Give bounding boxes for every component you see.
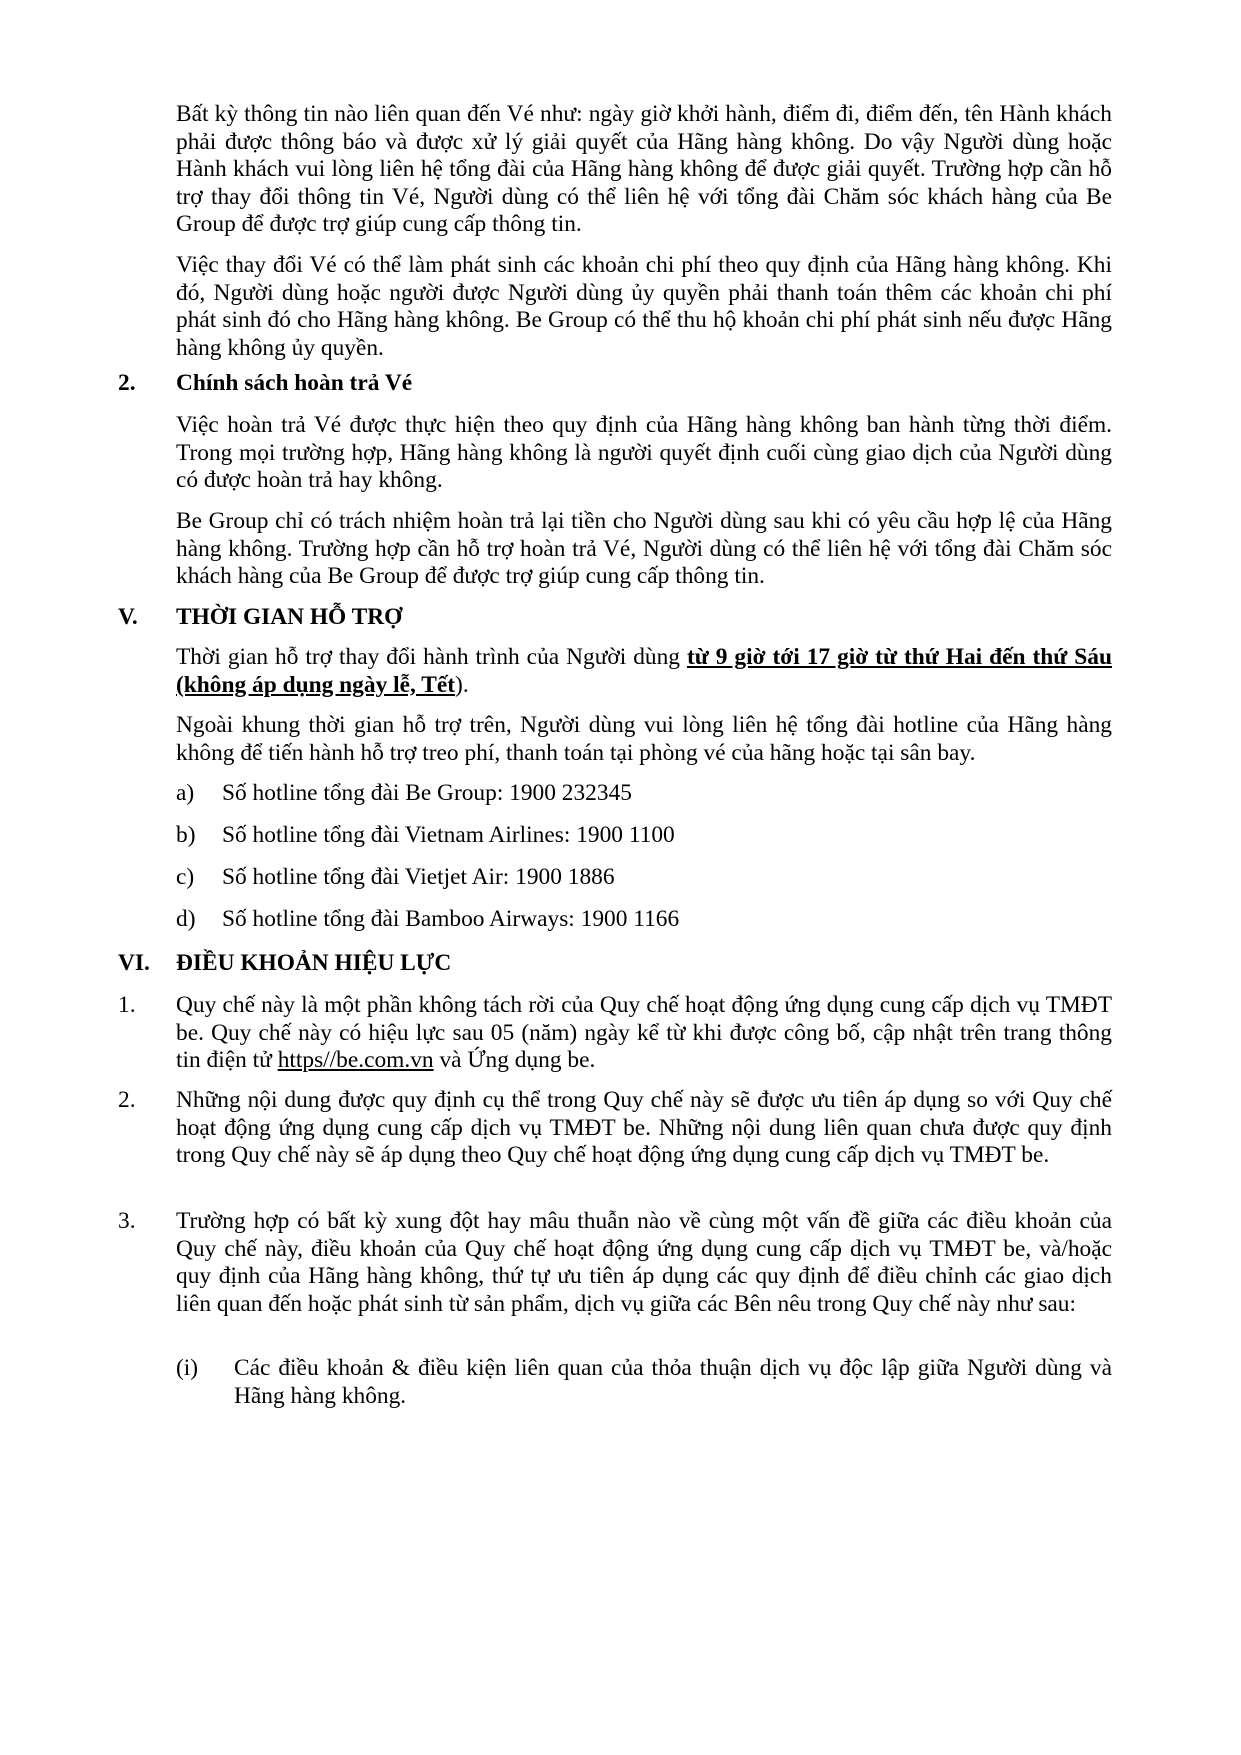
list-label: c) [176,864,195,890]
hotline-text: Số hotline tổng đài Vietnam Airlines: 1900 1100 [222,822,675,848]
outside-hours-paragraph: Ngoài khung thời gian hỗ trợ trên, Người dùng vui lòng liên hệ tổng đài hotline của Hãng hàng không để tiến hành hỗ trợ treo phí, thanh toán tại phòng vé của hãng hoặc tại sân bay. [176,712,1112,766]
support-time-paragraph [176,644,1112,699]
website-link[interactable]: https//be.com.vn [277,1047,434,1074]
refund-rule-paragraph: Việc hoàn trả Vé được thực hiện theo quy định của Hãng hàng không ban hành từng thời điểm. Trong mọi trường hợp, Hãng hàng không là người quyết định cuối cùng giao dịch của Người dùng có được hoàn trả hay không. [176,412,1112,494]
hotline-text: Số hotline tổng đài Bamboo Airways: 1900 1166 [222,906,680,932]
heading-title: Chính sách hoàn trả Vé [176,370,413,396]
support-time-suffix: ). [455,671,469,698]
item-text-before-link: Quy chế này là một phần không tách rời của Quy chế hoạt động ứng dụng cung cấp dịch vụ TMĐT be. Quy chế này có hiệu lực sau 05 (năm) ngày kể từ khi được công bố, cập nhật trên trang thông tin điện tử [176,992,1112,1074]
item-number: 2. [118,1087,136,1113]
heading-title: THỜI GIAN HỖ TRỢ [176,604,403,630]
hotline-text: Số hotline tổng đài Be Group: 1900 232345 [222,780,632,806]
item-text [176,992,1112,1075]
refund-responsibility-paragraph: Be Group chỉ có trách nhiệm hoàn trả lại tiền cho Người dùng sau khi có yêu cầu hợp lệ của Hãng hàng không. Trường hợp cần hỗ trợ hoàn trả Vé, Người dùng có thể liên hệ với tổng đài Chăm sóc khách hàng của Be Group để được trợ giúp cung cấp thông tin. [176,508,1112,590]
item-text: Những nội dung được quy định cụ thể trong Quy chế này sẽ được ưu tiên áp dụng so với Quy chế hoạt động ứng dụng cung cấp dịch vụ TMĐT be. Những nội dung liên quan chưa được quy định trong Quy chế này sẽ áp dụng theo Quy chế hoạt động ứng dụng cung cấp dịch vụ TMĐT be. [176,1087,1112,1169]
list-label: a) [176,780,195,806]
list-label: b) [176,822,196,848]
item-number: 1. [118,992,136,1018]
heading-number: VI. [118,950,150,976]
heading-number: V. [118,604,138,630]
list-label: d) [176,906,196,932]
heading-title: ĐIỀU KHOẢN HIỆU LỰC [176,950,452,976]
item-text-after-link: và Ứng dụng be. [433,1047,596,1074]
hotline-text: Số hotline tổng đài Vietjet Air: 1900 1886 [222,864,615,890]
support-time-prefix: Thời gian hỗ trợ thay đổi hành trình của Người dùng [176,644,687,670]
heading-number: 2. [118,370,136,396]
item-text: Trường hợp có bất kỳ xung đột hay mâu thuẫn nào về cùng một vấn đề giữa các điều khoản của Quy chế này, điều khoản của Quy chế hoạt động ứng dụng cung cấp dịch vụ TMĐT be, và/hoặc quy định của Hãng hàng không, thứ tự ưu tiên áp dụng các quy định để điều chỉnh các giao dịch liên quan đến hoặc phát sinh từ sản phẩm, dịch vụ giữa các Bên nêu trong Quy chế này như sau: [176,1208,1112,1317]
ticket-info-paragraph: Bất kỳ thông tin nào liên quan đến Vé như: ngày giờ khởi hành, điểm đi, điểm đến, tên Hành khách phải được thông báo và được xử lý giải quyết của Hãng hàng không. Do vậy Người dùng hoặc Hành khách vui lòng liên hệ tổng đài của Hãng hàng không để được giải quyết. Trường hợp cần hỗ trợ thay đổi thông tin Vé, Người dùng có thể liên hệ với tổng đài Chăm sóc khách hàng của Be Group để được trợ giúp cung cấp thông tin. [176,101,1112,238]
priority-text: Các điều khoản & điều kiện liên quan của thỏa thuận dịch vụ độc lập giữa Người dùng và Hãng hàng không. [234,1355,1112,1409]
support-hours-emphasis: từ 9 giờ tới 17 giờ từ thứ Hai đến thứ Sáu (không áp dụng ngày lễ, Tết [176,644,1112,698]
list-label: (i) [176,1355,199,1381]
item-number: 3. [118,1208,136,1234]
ticket-change-fee-paragraph: Việc thay đổi Vé có thể làm phát sinh các khoản chi phí theo quy định của Hãng hàng không. Khi đó, Người dùng hoặc người được Người dùng ủy quyền phải thanh toán thêm các khoản chi phí phát sinh đó cho Hãng hàng không. Be Group có thể thu hộ khoản chi phí phát sinh nếu được Hãng hàng không ủy quyền. [176,252,1112,361]
